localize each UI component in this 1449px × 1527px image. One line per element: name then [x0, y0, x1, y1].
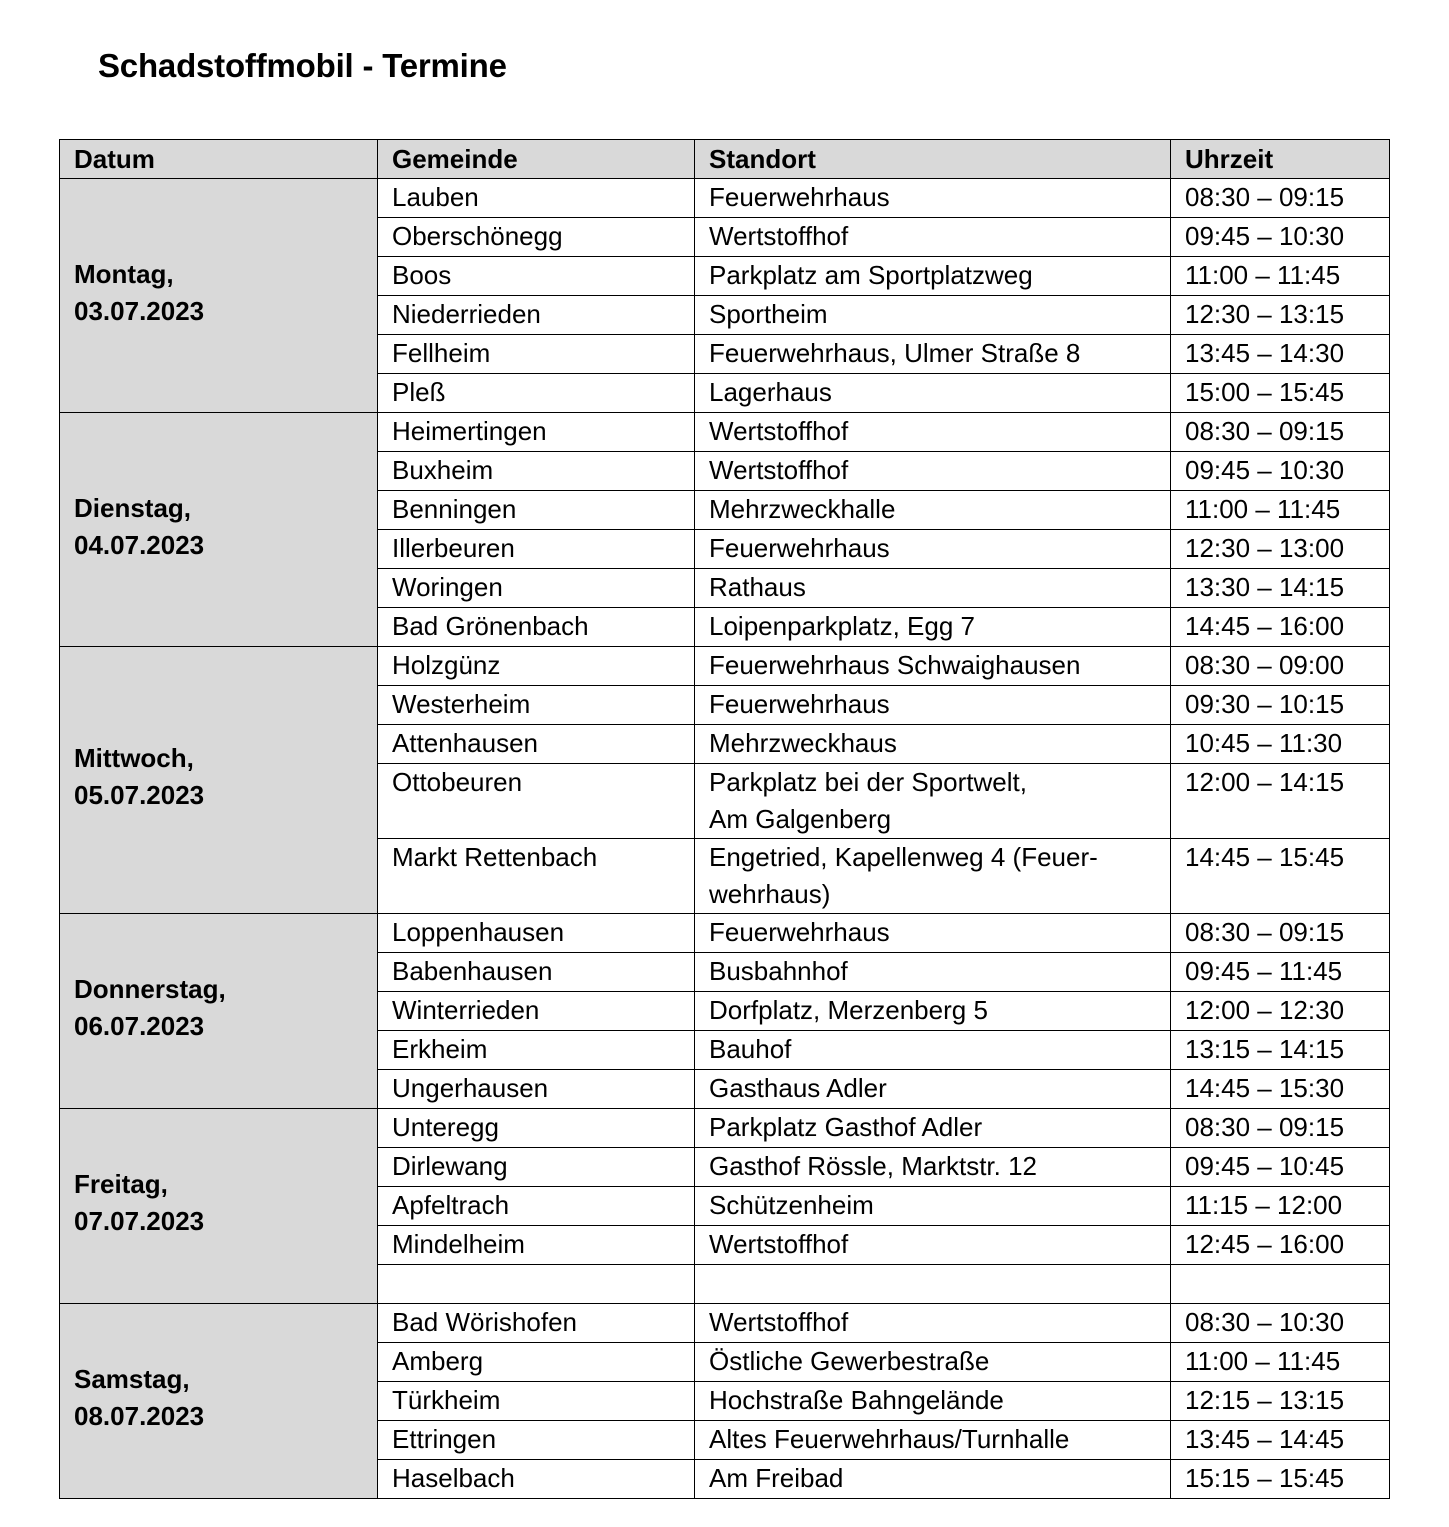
gemeinde-cell: Fellheim: [378, 335, 695, 374]
day-cell: [60, 914, 378, 1109]
standort-line: Wertstoffhof: [709, 221, 849, 251]
uhrzeit-cell: 12:00 – 14:15: [1171, 764, 1390, 839]
uhrzeit-cell: 09:45 – 10:45: [1171, 1148, 1390, 1187]
uhrzeit-cell: [1171, 1265, 1390, 1304]
standort-cell: [695, 1304, 1171, 1343]
uhrzeit-cell: 15:00 – 15:45: [1171, 374, 1390, 413]
standort-line: Hochstraße Bahngelände: [709, 1385, 1004, 1415]
standort-line: Busbahnhof: [709, 956, 848, 986]
standort-cell: [695, 491, 1171, 530]
standort-cell: [695, 1148, 1171, 1187]
day-weekday: Dienstag,: [74, 492, 192, 523]
standort-cell: [695, 608, 1171, 647]
uhrzeit-cell: 13:45 – 14:45: [1171, 1421, 1390, 1460]
table-row: [60, 647, 1390, 686]
standort-line: Feuerwehrhaus: [709, 182, 890, 212]
gemeinde-cell: Niederrieden: [378, 296, 695, 335]
standort-cell: [695, 257, 1171, 296]
day-cell: [60, 413, 378, 647]
schedule-body: [60, 179, 1390, 1499]
gemeinde-cell: Markt Rettenbach: [378, 839, 695, 914]
standort-cell: [695, 1187, 1171, 1226]
gemeinde-cell: Ungerhausen: [378, 1070, 695, 1109]
uhrzeit-cell: 10:45 – 11:30: [1171, 725, 1390, 764]
day-date: 05.07.2023: [74, 780, 205, 810]
standort-cell: [695, 1031, 1171, 1070]
day-weekday: Donnerstag,: [74, 974, 226, 1004]
standort-cell: [695, 1460, 1171, 1499]
standort-line: Gasthaus Adler: [709, 1073, 887, 1103]
gemeinde-cell: Heimertingen: [378, 413, 695, 452]
standort-line: Schützenheim: [709, 1190, 874, 1220]
standort-line: Parkplatz am Sportplatzweg: [709, 260, 1033, 290]
standort-line: Altes Feuerwehrhaus/Turnhalle: [709, 1424, 1070, 1454]
standort-cell: [695, 374, 1171, 413]
gemeinde-cell: Illerbeuren: [378, 530, 695, 569]
standort-cell: [695, 1382, 1171, 1421]
uhrzeit-cell: 08:30 – 09:00: [1171, 647, 1390, 686]
uhrzeit-cell: 08:30 – 09:15: [1171, 179, 1390, 218]
standort-line: Wertstoffhof: [709, 416, 849, 446]
day-weekday: Montag,: [74, 258, 174, 289]
standort-line: Mehrzweckhaus: [709, 728, 897, 758]
table-row: [60, 1109, 1390, 1148]
day-weekday: Samstag,: [74, 1364, 190, 1394]
day-weekday: Freitag,: [74, 1169, 168, 1199]
standort-cell: [695, 1265, 1171, 1304]
gemeinde-cell: Bad Grönenbach: [378, 608, 695, 647]
uhrzeit-cell: 14:45 – 15:30: [1171, 1070, 1390, 1109]
day-cell: [60, 647, 378, 914]
standort-line: Am Galgenberg: [709, 804, 892, 834]
day-cell: [60, 1109, 378, 1304]
gemeinde-cell: Mindelheim: [378, 1226, 695, 1265]
standort-line: Feuerwehrhaus: [709, 917, 890, 947]
standort-cell: [695, 1421, 1171, 1460]
gemeinde-cell: Loppenhausen: [378, 914, 695, 953]
uhrzeit-cell: 09:45 – 11:45: [1171, 953, 1390, 992]
gemeinde-cell: Amberg: [378, 1343, 695, 1382]
standort-cell: [695, 953, 1171, 992]
standort-line: Gasthof Rössle, Marktstr. 12: [709, 1151, 1038, 1181]
standort-cell: [695, 218, 1171, 257]
standort-line: Lagerhaus: [709, 377, 832, 407]
standort-line: Loipenparkplatz, Egg 7: [709, 611, 975, 641]
standort-cell: [695, 1343, 1171, 1382]
uhrzeit-cell: 13:30 – 14:15: [1171, 569, 1390, 608]
day-cell: [60, 1304, 378, 1499]
standort-cell: [695, 179, 1171, 218]
header-standort: Standort: [695, 140, 1171, 179]
uhrzeit-cell: 11:15 – 12:00: [1171, 1187, 1390, 1226]
day-cell: [60, 179, 378, 413]
day-date: 07.07.2023: [74, 1206, 205, 1236]
uhrzeit-cell: 12:30 – 13:15: [1171, 296, 1390, 335]
standort-cell: [695, 839, 1171, 914]
header-uhrzeit: Uhrzeit: [1171, 140, 1390, 179]
gemeinde-cell: [378, 1265, 695, 1304]
gemeinde-cell: Türkheim: [378, 1382, 695, 1421]
day-date: 06.07.2023: [74, 1011, 205, 1041]
day-date: 04.07.2023: [74, 529, 205, 560]
gemeinde-cell: Ettringen: [378, 1421, 695, 1460]
day-date: 03.07.2023: [74, 295, 205, 326]
standort-line: Östliche Gewerbestraße: [709, 1346, 990, 1376]
standort-cell: [695, 335, 1171, 374]
standort-line: Parkplatz bei der Sportwelt,: [709, 767, 1027, 797]
standort-line: Mehrzweckhalle: [709, 494, 896, 524]
gemeinde-cell: Lauben: [378, 179, 695, 218]
gemeinde-cell: Babenhausen: [378, 953, 695, 992]
standort-line: Feuerwehrhaus Schwaighausen: [709, 650, 1081, 680]
uhrzeit-cell: 12:15 – 13:15: [1171, 1382, 1390, 1421]
gemeinde-cell: Apfeltrach: [378, 1187, 695, 1226]
uhrzeit-cell: 12:00 – 12:30: [1171, 992, 1390, 1031]
gemeinde-cell: Attenhausen: [378, 725, 695, 764]
header-datum: Datum: [60, 140, 378, 179]
gemeinde-cell: Oberschönegg: [378, 218, 695, 257]
gemeinde-cell: Westerheim: [378, 686, 695, 725]
standort-cell: [695, 914, 1171, 953]
uhrzeit-cell: 09:45 – 10:30: [1171, 218, 1390, 257]
standort-line: Wertstoffhof: [709, 1229, 849, 1259]
standort-cell: [695, 1109, 1171, 1148]
gemeinde-cell: Woringen: [378, 569, 695, 608]
table-row: [60, 179, 1390, 218]
standort-line: Parkplatz Gasthof Adler: [709, 1112, 983, 1142]
standort-line: Wertstoffhof: [709, 455, 849, 485]
standort-line: Dorfplatz, Merzenberg 5: [709, 995, 988, 1025]
standort-cell: [695, 296, 1171, 335]
standort-line: Bauhof: [709, 1034, 792, 1064]
gemeinde-cell: Haselbach: [378, 1460, 695, 1499]
standort-line: wehrhaus): [709, 879, 831, 909]
uhrzeit-cell: 08:30 – 09:15: [1171, 914, 1390, 953]
header-gemeinde: Gemeinde: [378, 140, 695, 179]
standort-line: Wertstoffhof: [709, 1307, 849, 1337]
standort-cell: [695, 452, 1171, 491]
uhrzeit-cell: 13:45 – 14:30: [1171, 335, 1390, 374]
uhrzeit-cell: 08:30 – 09:15: [1171, 1109, 1390, 1148]
standort-line: Engetried, Kapellenweg 4 (Feuer-: [709, 842, 1098, 872]
standort-line: Feuerwehrhaus: [709, 533, 890, 563]
gemeinde-cell: Dirlewang: [378, 1148, 695, 1187]
standort-cell: [695, 686, 1171, 725]
page-title: Schadstoffmobil - Termine: [98, 47, 507, 84]
standort-cell: [695, 569, 1171, 608]
uhrzeit-cell: 12:45 – 16:00: [1171, 1226, 1390, 1265]
gemeinde-cell: Pleß: [378, 374, 695, 413]
gemeinde-cell: Holzgünz: [378, 647, 695, 686]
standort-cell: [695, 530, 1171, 569]
table-row: [60, 914, 1390, 953]
day-weekday: Mittwoch,: [74, 743, 194, 773]
standort-cell: [695, 992, 1171, 1031]
table-header-row: [60, 140, 1390, 179]
gemeinde-cell: Winterrieden: [378, 992, 695, 1031]
uhrzeit-cell: 09:30 – 10:15: [1171, 686, 1390, 725]
uhrzeit-cell: 11:00 – 11:45: [1171, 491, 1390, 530]
uhrzeit-cell: 15:15 – 15:45: [1171, 1460, 1390, 1499]
standort-cell: [695, 1070, 1171, 1109]
gemeinde-cell: Unteregg: [378, 1109, 695, 1148]
gemeinde-cell: Erkheim: [378, 1031, 695, 1070]
standort-line: Feuerwehrhaus, Ulmer Straße 8: [709, 338, 1081, 368]
uhrzeit-cell: 14:45 – 15:45: [1171, 839, 1390, 914]
standort-cell: [695, 1226, 1171, 1265]
uhrzeit-cell: 11:00 – 11:45: [1171, 257, 1390, 296]
gemeinde-cell: Ottobeuren: [378, 764, 695, 839]
gemeinde-cell: Bad Wörishofen: [378, 1304, 695, 1343]
standort-cell: [695, 413, 1171, 452]
schedule-table: [59, 139, 1390, 1499]
uhrzeit-cell: 11:00 – 11:45: [1171, 1343, 1390, 1382]
table-row: [60, 1304, 1390, 1343]
uhrzeit-cell: 09:45 – 10:30: [1171, 452, 1390, 491]
standort-line: Feuerwehrhaus: [709, 689, 890, 719]
gemeinde-cell: Boos: [378, 257, 695, 296]
gemeinde-cell: Benningen: [378, 491, 695, 530]
gemeinde-cell: Buxheim: [378, 452, 695, 491]
uhrzeit-cell: 08:30 – 10:30: [1171, 1304, 1390, 1343]
day-date: 08.07.2023: [74, 1401, 205, 1431]
standort-cell: [695, 725, 1171, 764]
standort-line: Rathaus: [709, 572, 806, 602]
standort-cell: [695, 764, 1171, 839]
standort-line: Sportheim: [709, 299, 828, 329]
standort-cell: [695, 647, 1171, 686]
standort-line: Am Freibad: [709, 1463, 844, 1493]
uhrzeit-cell: 13:15 – 14:15: [1171, 1031, 1390, 1070]
uhrzeit-cell: 14:45 – 16:00: [1171, 608, 1390, 647]
table-row: [60, 413, 1390, 452]
uhrzeit-cell: 12:30 – 13:00: [1171, 530, 1390, 569]
uhrzeit-cell: 08:30 – 09:15: [1171, 413, 1390, 452]
